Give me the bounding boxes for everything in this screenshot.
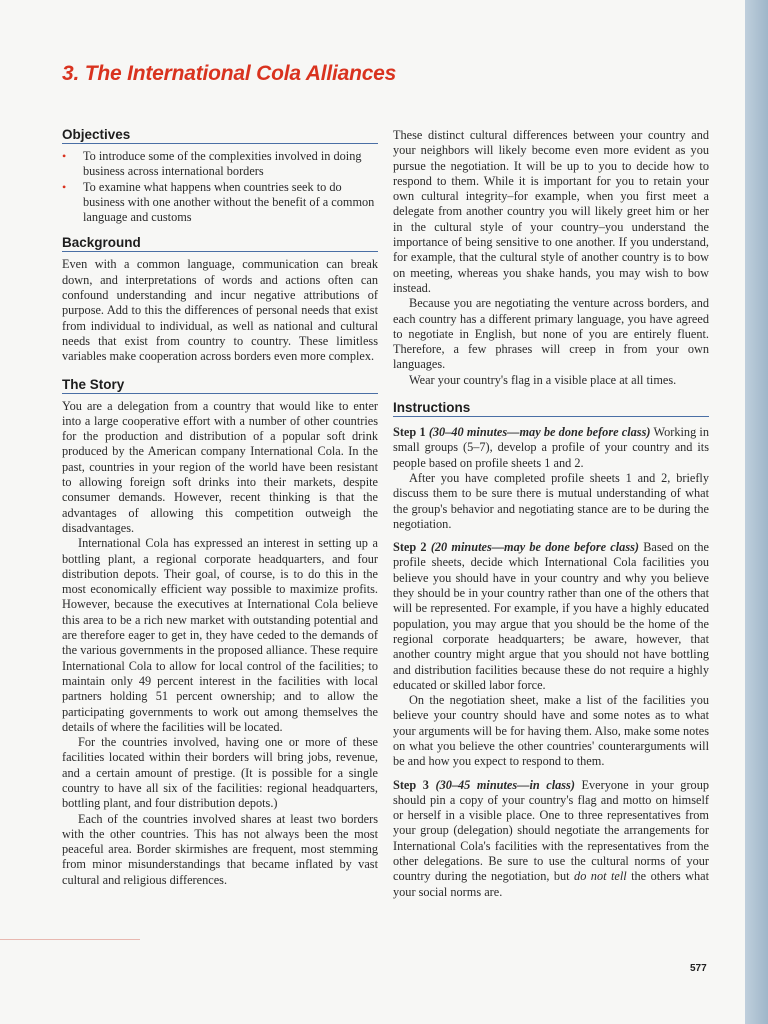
intro-paragraph: Because you are negotiating the venture across borders, and each country has a different primary language, you have agreed to negotiate in English, but none of you are entirely fluent. Therefore, a few phrases will creep in from your own languages. — [393, 296, 709, 372]
step-3: Step 3 (30–45 minutes—in class) Everyone in your group should pin a copy of your country's flag and motto on himself or herself in a visible place. One to three representatives from your group (delegation) should negotiate the arrangements for International Cola's facilities with the representatives from the other delegations. Be sure to use the cultural norms of your country during the negotiation, but do not tell the others what your social norms are. — [393, 777, 709, 899]
right-column — [393, 128, 709, 900]
story-heading: The Story — [62, 377, 378, 394]
left-column — [62, 127, 378, 888]
background-text: Even with a common language, communication can break down, and interpretations of words and actions often can confound understanding and incur negative attributions of purpose. Add to this the differences of personal needs that exist from individual to individual, as well as national and cultural needs that exist from country to country. These limitless variables make cooperation across borders even more complex. — [62, 257, 378, 364]
objectives-heading: Objectives — [62, 127, 378, 144]
page-edge — [745, 0, 768, 1024]
page-number: 577 — [690, 963, 707, 974]
objectives-list — [62, 149, 378, 225]
step-2-followup: On the negotiation sheet, make a list of the facilities you believe your country should have and some notes as to what your arguments will be for having them. Also, make some notes on what you believe the other countries' counterarguments will be and how you expect to respond to them. — [393, 693, 709, 769]
bullet-icon: • — [62, 149, 67, 163]
story-paragraph: Each of the countries involved shares at least two borders with the other countries. This has not always been the most peaceful area. Border skirmishes are frequent, most stemming from minor misunderstandings that became inflated by vast cultural and religious differences. — [62, 811, 378, 887]
list-item: • To introduce some of the complexities involved in doing business across international borders — [62, 149, 362, 179]
step-2: Step 2 (20 minutes—may be done before class) Based on the profile sheets, decide which International Cola facilities you believe you should have in your country and why you believe they should be in your country rather than one of the others that will be represented. For example, if you have a highly educated population, you may argue that you should be the home of the regional corporate headquarters; be aware, however, that another country might argue that you should not have bottling and distribution facilities because these do not require a highly educated or skilled labor force. — [393, 540, 709, 692]
list-item: • To examine what happens when countries seek to do business with one another without the benefit of a common language and customs — [62, 179, 375, 225]
page-title: 3. The International Cola Alliances — [62, 62, 397, 85]
intro-paragraph: These distinct cultural differences between your country and your neighbors will likely become even more evident as you pursue the negotiation. It will be up to you to decide how to respond to them. While it is important for you to retain your own cultural integrity–for example, when you first meet a delegate from another country you will likely greet him or her in the cultural style of your country–you understand the importance of being sensitive to one another. If you understand, for example, that the cultural style of another country is to bow on meeting, whereas you shake hands, you may wish to bow instead. — [393, 128, 709, 295]
step-1-followup: After you have completed profile sheets 1 and 2, briefly discuss them to be sure there is mutual understanding of what the group's behavior and negotiating stance are to be during the negotiation. — [393, 470, 709, 531]
intro-paragraph: Wear your country's flag in a visible place at all times. — [409, 372, 677, 387]
step-1: Step 1 (30–40 minutes—may be done before class) Working in small groups (5–7), develop a profile of your country and its people based on profile sheets 1 and 2. — [393, 425, 709, 470]
story-paragraph: International Cola has expressed an interest in setting up a bottling plant, a regional corporate headquarters, and four distribution depots. Their goal, of course, is to do this in the most economically efficient way possible to maximize profits. However, because the executives at International Cola believe this area to be a rich new market with outstanding potential and are therefore eager to get in, they have ceded to the demands of the various governments in the proposed alliance. These require International Cola to allow for local control of the facilities; to maintain only 49 percent interest in the facilities with local partners holding 51 percent ownership; and to allow the participating governments to work out among themselves the details of where the facilities will be located. — [62, 536, 378, 734]
background-heading: Background — [62, 235, 378, 252]
bullet-icon: • — [62, 179, 67, 194]
instructions-heading: Instructions — [393, 400, 709, 417]
story-paragraph: For the countries involved, having one or more of these facilities located within their borders will bring jobs, revenue, and a certain amount of prestige. (It is possible for a single country to have all six of the facilities: regional headquarters, bottling plant, and four distribution depots.) — [62, 735, 378, 811]
margin-mark — [0, 939, 140, 940]
story-paragraph: You are a delegation from a country that would like to enter into a large cooperative effort with a number of other countries for the production and distribution of a popular soft drink produced by the American company International Cola. In the past, countries in your region of the world have been resistant to allowing foreign soft drinks into their markets, despite consumer demands. However, recent thinking is that the advantages of allowing this competition outweigh the disadvantages. — [62, 398, 378, 535]
